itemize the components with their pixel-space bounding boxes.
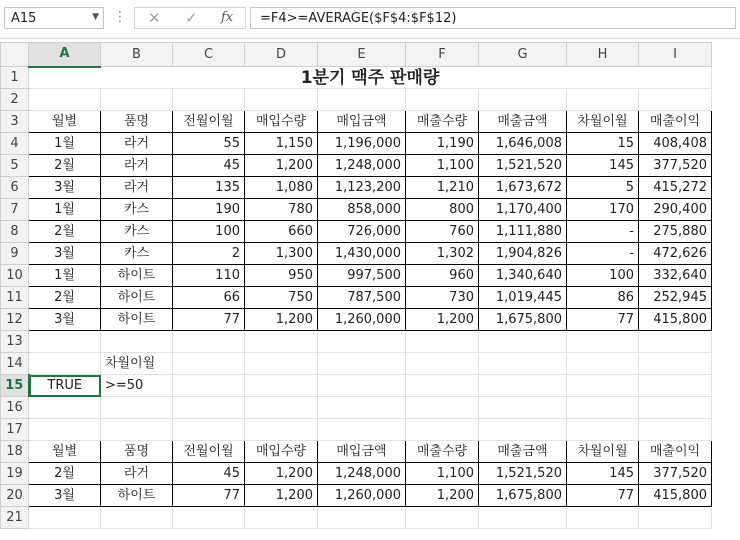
cell-a4[interactable]: 1월 bbox=[29, 133, 101, 155]
cell-b14[interactable]: 차월이월 bbox=[101, 353, 173, 375]
cell-i10[interactable]: 332,640 bbox=[639, 265, 712, 287]
column-header-d[interactable]: D bbox=[245, 43, 318, 67]
cell-f2[interactable] bbox=[406, 89, 479, 111]
cell-d20[interactable]: 1,200 bbox=[245, 485, 318, 507]
cancel-icon[interactable]: ✕ bbox=[148, 9, 161, 27]
row-header-2[interactable]: 2 bbox=[1, 89, 29, 111]
enter-icon[interactable]: ✓ bbox=[185, 9, 198, 27]
cell-c4[interactable]: 55 bbox=[173, 133, 245, 155]
cell-a3[interactable]: 월별 bbox=[29, 111, 101, 133]
row-header-9[interactable]: 9 bbox=[1, 243, 29, 265]
cell-e13[interactable] bbox=[318, 331, 406, 353]
cell-h21[interactable] bbox=[567, 507, 639, 529]
cell-i6[interactable]: 415,272 bbox=[639, 177, 712, 199]
select-all-corner[interactable] bbox=[1, 43, 29, 67]
cell-d11[interactable]: 750 bbox=[245, 287, 318, 309]
cell-a12[interactable]: 3월 bbox=[29, 309, 101, 331]
cell-f14[interactable] bbox=[406, 353, 479, 375]
cell-a11[interactable]: 2월 bbox=[29, 287, 101, 309]
cell-a14[interactable] bbox=[29, 353, 101, 375]
cell-d9[interactable]: 1,300 bbox=[245, 243, 318, 265]
row-header-13[interactable]: 13 bbox=[1, 331, 29, 353]
row-header-10[interactable]: 10 bbox=[1, 265, 29, 287]
cell-f8[interactable]: 760 bbox=[406, 221, 479, 243]
cell-c9[interactable]: 2 bbox=[173, 243, 245, 265]
cell-e17[interactable] bbox=[318, 419, 406, 441]
cell-d17[interactable] bbox=[245, 419, 318, 441]
cell-f10[interactable]: 960 bbox=[406, 265, 479, 287]
cell-e3[interactable]: 매입금액 bbox=[318, 111, 406, 133]
cell-g21[interactable] bbox=[479, 507, 567, 529]
cell-e19[interactable]: 1,248,000 bbox=[318, 463, 406, 485]
cell-a17[interactable] bbox=[29, 419, 101, 441]
cell-f9[interactable]: 1,302 bbox=[406, 243, 479, 265]
row-header-3[interactable]: 3 bbox=[1, 111, 29, 133]
cell-c14[interactable] bbox=[173, 353, 245, 375]
cell-b20[interactable]: 하이트 bbox=[101, 485, 173, 507]
cell-g5[interactable]: 1,521,520 bbox=[479, 155, 567, 177]
cell-f11[interactable]: 730 bbox=[406, 287, 479, 309]
row-header-11[interactable]: 11 bbox=[1, 287, 29, 309]
cell-i7[interactable]: 290,400 bbox=[639, 199, 712, 221]
cell-d19[interactable]: 1,200 bbox=[245, 463, 318, 485]
sheet-title: 1분기 맥주 판매량 bbox=[29, 67, 712, 89]
sheet-row bbox=[1, 243, 712, 265]
cell-a2[interactable] bbox=[29, 89, 101, 111]
cell-e2[interactable] bbox=[318, 89, 406, 111]
sheet-row bbox=[1, 67, 712, 89]
cell-e10[interactable]: 997,500 bbox=[318, 265, 406, 287]
cell-f16[interactable] bbox=[406, 397, 479, 419]
cell-a15[interactable]: TRUE bbox=[29, 375, 101, 397]
cell-a7[interactable]: 1월 bbox=[29, 199, 101, 221]
cell-b19[interactable]: 라거 bbox=[101, 463, 173, 485]
cell-f17[interactable] bbox=[406, 419, 479, 441]
column-header-a[interactable]: A bbox=[29, 43, 101, 67]
cell-h20[interactable]: 77 bbox=[567, 485, 639, 507]
cell-g12[interactable]: 1,675,800 bbox=[479, 309, 567, 331]
cell-h4[interactable]: 15 bbox=[567, 133, 639, 155]
cell-g13[interactable] bbox=[479, 331, 567, 353]
cell-e7[interactable]: 858,000 bbox=[318, 199, 406, 221]
cell-g3[interactable]: 매출금액 bbox=[479, 111, 567, 133]
column-header-e[interactable]: E bbox=[318, 43, 406, 67]
cell-h2[interactable] bbox=[567, 89, 639, 111]
cell-h16[interactable] bbox=[567, 397, 639, 419]
cell-e8[interactable]: 726,000 bbox=[318, 221, 406, 243]
cell-c19[interactable]: 45 bbox=[173, 463, 245, 485]
cell-f20[interactable]: 1,200 bbox=[406, 485, 479, 507]
cell-e16[interactable] bbox=[318, 397, 406, 419]
cell-c10[interactable]: 110 bbox=[173, 265, 245, 287]
cell-h13[interactable] bbox=[567, 331, 639, 353]
cell-i19[interactable]: 377,520 bbox=[639, 463, 712, 485]
cell-b15[interactable]: >=50 bbox=[101, 375, 173, 397]
sheet-row bbox=[1, 199, 712, 221]
cell-e4[interactable]: 1,196,000 bbox=[318, 133, 406, 155]
sheet-row bbox=[1, 331, 712, 353]
cell-h19[interactable]: 145 bbox=[567, 463, 639, 485]
row-header-1[interactable]: 1 bbox=[1, 67, 29, 89]
column-header-g[interactable]: G bbox=[479, 43, 567, 67]
cell-b5[interactable]: 라거 bbox=[101, 155, 173, 177]
cell-e14[interactable] bbox=[318, 353, 406, 375]
cell-b16[interactable] bbox=[101, 397, 173, 419]
cell-d16[interactable] bbox=[245, 397, 318, 419]
insert-function-icon[interactable]: fx bbox=[221, 10, 234, 25]
row-header-17[interactable]: 17 bbox=[1, 419, 29, 441]
column-header-i[interactable]: I bbox=[639, 43, 712, 67]
cell-g7[interactable]: 1,170,400 bbox=[479, 199, 567, 221]
sheet-row bbox=[1, 221, 712, 243]
cell-e6[interactable]: 1,123,200 bbox=[318, 177, 406, 199]
row-header-16[interactable]: 16 bbox=[1, 397, 29, 419]
cell-f21[interactable] bbox=[406, 507, 479, 529]
cell-h9[interactable]: - bbox=[567, 243, 639, 265]
cell-b17[interactable] bbox=[101, 419, 173, 441]
cell-g8[interactable]: 1,111,880 bbox=[479, 221, 567, 243]
cell-e12[interactable]: 1,260,000 bbox=[318, 309, 406, 331]
cell-f4[interactable]: 1,190 bbox=[406, 133, 479, 155]
cell-c8[interactable]: 100 bbox=[173, 221, 245, 243]
cell-b21[interactable] bbox=[101, 507, 173, 529]
cell-b10[interactable]: 하이트 bbox=[101, 265, 173, 287]
cell-c6[interactable]: 135 bbox=[173, 177, 245, 199]
cell-d18[interactable]: 매입수량 bbox=[245, 441, 318, 463]
sheet-row bbox=[1, 441, 712, 463]
cell-g6[interactable]: 1,673,672 bbox=[479, 177, 567, 199]
cell-i21[interactable] bbox=[639, 507, 712, 529]
cell-b3[interactable]: 품명 bbox=[101, 111, 173, 133]
cell-e20[interactable]: 1,260,000 bbox=[318, 485, 406, 507]
cell-g16[interactable] bbox=[479, 397, 567, 419]
cell-h3[interactable]: 차월이월 bbox=[567, 111, 639, 133]
row-header-20[interactable]: 20 bbox=[1, 485, 29, 507]
cell-a10[interactable]: 1월 bbox=[29, 265, 101, 287]
cell-d2[interactable] bbox=[245, 89, 318, 111]
sheet-row bbox=[1, 463, 712, 485]
cell-i2[interactable] bbox=[639, 89, 712, 111]
sheet-row bbox=[1, 155, 712, 177]
cell-i18[interactable]: 매출이익 bbox=[639, 441, 712, 463]
cell-i5[interactable]: 377,520 bbox=[639, 155, 712, 177]
name-box-value: A15 bbox=[11, 11, 37, 26]
cell-a18[interactable]: 월별 bbox=[29, 441, 101, 463]
cell-c11[interactable]: 66 bbox=[173, 287, 245, 309]
cell-d4[interactable]: 1,150 bbox=[245, 133, 318, 155]
cell-a13[interactable] bbox=[29, 331, 101, 353]
column-header-b[interactable]: B bbox=[101, 43, 173, 67]
cell-c13[interactable] bbox=[173, 331, 245, 353]
cell-i4[interactable]: 408,408 bbox=[639, 133, 712, 155]
cell-h12[interactable]: 77 bbox=[567, 309, 639, 331]
cell-f19[interactable]: 1,100 bbox=[406, 463, 479, 485]
cell-e5[interactable]: 1,248,000 bbox=[318, 155, 406, 177]
column-header-h[interactable]: H bbox=[567, 43, 639, 67]
sheet-row bbox=[1, 111, 712, 133]
row-header-4[interactable]: 4 bbox=[1, 133, 29, 155]
cell-i17[interactable] bbox=[639, 419, 712, 441]
formula-bar bbox=[0, 0, 740, 39]
cell-d13[interactable] bbox=[245, 331, 318, 353]
cell-d3[interactable]: 매입수량 bbox=[245, 111, 318, 133]
cell-b18[interactable]: 품명 bbox=[101, 441, 173, 463]
sheet-row bbox=[1, 89, 712, 111]
sheet-row bbox=[1, 309, 712, 331]
cell-g19[interactable]: 1,521,520 bbox=[479, 463, 567, 485]
sheet-row bbox=[1, 419, 712, 441]
chevron-down-icon[interactable]: ▼ bbox=[92, 12, 99, 22]
cell-d6[interactable]: 1,080 bbox=[245, 177, 318, 199]
cell-c18[interactable]: 전월이월 bbox=[173, 441, 245, 463]
cell-g15[interactable] bbox=[479, 375, 567, 397]
cell-g17[interactable] bbox=[479, 419, 567, 441]
cell-a16[interactable] bbox=[29, 397, 101, 419]
cell-a6[interactable]: 3월 bbox=[29, 177, 101, 199]
sheet-row bbox=[1, 397, 712, 419]
spreadsheet-grid bbox=[0, 42, 712, 529]
cell-g2[interactable] bbox=[479, 89, 567, 111]
sheet-row bbox=[1, 507, 712, 529]
row-header-19[interactable]: 19 bbox=[1, 463, 29, 485]
cell-d8[interactable]: 660 bbox=[245, 221, 318, 243]
cell-b11[interactable]: 하이트 bbox=[101, 287, 173, 309]
cell-h6[interactable]: 5 bbox=[567, 177, 639, 199]
cell-a5[interactable]: 2월 bbox=[29, 155, 101, 177]
cell-f5[interactable]: 1,100 bbox=[406, 155, 479, 177]
sheet-row bbox=[1, 485, 712, 507]
name-box[interactable] bbox=[4, 7, 104, 29]
cell-b13[interactable] bbox=[101, 331, 173, 353]
cell-g20[interactable]: 1,675,800 bbox=[479, 485, 567, 507]
cell-e18[interactable]: 매입금액 bbox=[318, 441, 406, 463]
cell-i20[interactable]: 415,800 bbox=[639, 485, 712, 507]
row-header-7[interactable]: 7 bbox=[1, 199, 29, 221]
cell-d15[interactable] bbox=[245, 375, 318, 397]
row-header-12[interactable]: 12 bbox=[1, 309, 29, 331]
cell-b2[interactable] bbox=[101, 89, 173, 111]
row-header-14[interactable]: 14 bbox=[1, 353, 29, 375]
cell-h18[interactable]: 차월이월 bbox=[567, 441, 639, 463]
cell-g14[interactable] bbox=[479, 353, 567, 375]
cell-i15[interactable] bbox=[639, 375, 712, 397]
cell-c16[interactable] bbox=[173, 397, 245, 419]
cell-d14[interactable] bbox=[245, 353, 318, 375]
row-header-6[interactable]: 6 bbox=[1, 177, 29, 199]
cell-i14[interactable] bbox=[639, 353, 712, 375]
cell-f7[interactable]: 800 bbox=[406, 199, 479, 221]
cell-f3[interactable]: 매출수량 bbox=[406, 111, 479, 133]
cell-i13[interactable] bbox=[639, 331, 712, 353]
cell-c12[interactable]: 77 bbox=[173, 309, 245, 331]
cell-h17[interactable] bbox=[567, 419, 639, 441]
cell-f12[interactable]: 1,200 bbox=[406, 309, 479, 331]
sheet-row bbox=[1, 265, 712, 287]
cell-g10[interactable]: 1,340,640 bbox=[479, 265, 567, 287]
row-header-5[interactable]: 5 bbox=[1, 155, 29, 177]
cell-i11[interactable]: 252,945 bbox=[639, 287, 712, 309]
cell-c17[interactable] bbox=[173, 419, 245, 441]
cell-c21[interactable] bbox=[173, 507, 245, 529]
cell-h14[interactable] bbox=[567, 353, 639, 375]
cell-b6[interactable]: 라거 bbox=[101, 177, 173, 199]
cell-a8[interactable]: 2월 bbox=[29, 221, 101, 243]
cell-e15[interactable] bbox=[318, 375, 406, 397]
column-header-c[interactable]: C bbox=[173, 43, 245, 67]
cell-f13[interactable] bbox=[406, 331, 479, 353]
cell-c15[interactable] bbox=[173, 375, 245, 397]
formula-text: =F4>=AVERAGE($F$4:$F$12) bbox=[260, 11, 457, 26]
more-options-icon[interactable]: ⋮ bbox=[113, 9, 127, 25]
cell-e11[interactable]: 787,500 bbox=[318, 287, 406, 309]
cell-c5[interactable]: 45 bbox=[173, 155, 245, 177]
cell-i9[interactable]: 472,626 bbox=[639, 243, 712, 265]
row-header-21[interactable]: 21 bbox=[1, 507, 29, 529]
cell-h11[interactable]: 86 bbox=[567, 287, 639, 309]
formula-input[interactable] bbox=[250, 7, 736, 29]
cell-a19[interactable]: 2월 bbox=[29, 463, 101, 485]
cell-c7[interactable]: 190 bbox=[173, 199, 245, 221]
cell-b8[interactable]: 카스 bbox=[101, 221, 173, 243]
cell-d21[interactable] bbox=[245, 507, 318, 529]
cell-d12[interactable]: 1,200 bbox=[245, 309, 318, 331]
cell-h7[interactable]: 170 bbox=[567, 199, 639, 221]
column-header-f[interactable]: F bbox=[406, 43, 479, 67]
cell-i3[interactable]: 매출이익 bbox=[639, 111, 712, 133]
cell-g9[interactable]: 1,904,826 bbox=[479, 243, 567, 265]
cell-f6[interactable]: 1,210 bbox=[406, 177, 479, 199]
cell-b12[interactable]: 하이트 bbox=[101, 309, 173, 331]
cell-g11[interactable]: 1,019,445 bbox=[479, 287, 567, 309]
sheet-row bbox=[1, 133, 712, 155]
sheet-row bbox=[1, 375, 712, 397]
cell-d7[interactable]: 780 bbox=[245, 199, 318, 221]
cell-f18[interactable]: 매출수량 bbox=[406, 441, 479, 463]
cell-a21[interactable] bbox=[29, 507, 101, 529]
sheet-row bbox=[1, 287, 712, 309]
cell-h8[interactable]: - bbox=[567, 221, 639, 243]
cell-e9[interactable]: 1,430,000 bbox=[318, 243, 406, 265]
cell-f15[interactable] bbox=[406, 375, 479, 397]
row-header-15[interactable]: 15 bbox=[1, 375, 29, 397]
cell-c20[interactable]: 77 bbox=[173, 485, 245, 507]
cell-c3[interactable]: 전월이월 bbox=[173, 111, 245, 133]
cell-c2[interactable] bbox=[173, 89, 245, 111]
cell-e21[interactable] bbox=[318, 507, 406, 529]
row-header-8[interactable]: 8 bbox=[1, 221, 29, 243]
cell-i12[interactable]: 415,800 bbox=[639, 309, 712, 331]
cell-h10[interactable]: 100 bbox=[567, 265, 639, 287]
cell-i16[interactable] bbox=[639, 397, 712, 419]
sheet-row bbox=[1, 353, 712, 375]
cell-d5[interactable]: 1,200 bbox=[245, 155, 318, 177]
cell-a20[interactable]: 3월 bbox=[29, 485, 101, 507]
cell-i8[interactable]: 275,880 bbox=[639, 221, 712, 243]
cell-b4[interactable]: 라거 bbox=[101, 133, 173, 155]
cell-a9[interactable]: 3월 bbox=[29, 243, 101, 265]
cell-g18[interactable]: 매출금액 bbox=[479, 441, 567, 463]
formula-buttons bbox=[134, 7, 246, 29]
cell-h15[interactable] bbox=[567, 375, 639, 397]
cell-b9[interactable]: 카스 bbox=[101, 243, 173, 265]
cell-d10[interactable]: 950 bbox=[245, 265, 318, 287]
row-header-18[interactable]: 18 bbox=[1, 441, 29, 463]
sheet-row bbox=[1, 177, 712, 199]
cell-g4[interactable]: 1,646,008 bbox=[479, 133, 567, 155]
cell-h5[interactable]: 145 bbox=[567, 155, 639, 177]
cell-b7[interactable]: 카스 bbox=[101, 199, 173, 221]
